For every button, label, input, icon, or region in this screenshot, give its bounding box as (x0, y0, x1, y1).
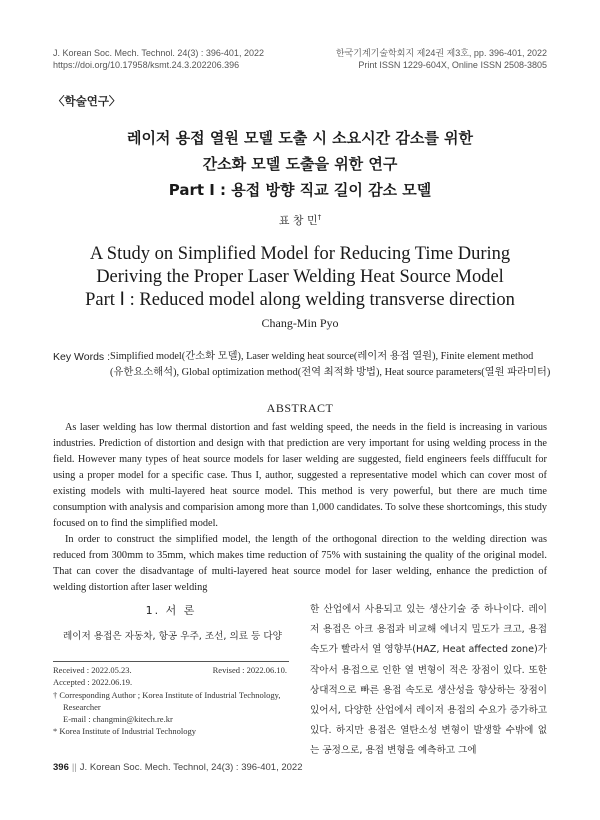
footnotes (53, 664, 293, 738)
abstract-paragraph-1: As laser welding has low thermal distortion and fast welding speed, the needs in the field is increasing in various industries. Prediction of distortion and design with that prediction are very important for using welding process in the field. However many types of heat source models for laser welding are suggested, field engineers feels difffucult for using a proper model for a specific case. Thus I, author, suggested a representative model which can cover most of existing models with multi-layered heat source model. This method is very powerful, but there are much time consumption with analysis and comparision among more than 1,000 candidates. To solve these shortcomings, this study focused on to find the simplified model. (53, 422, 547, 529)
page-number: 396 (53, 762, 69, 773)
footer-separator: || (71, 762, 77, 773)
corresponding-author: † Corresponding Author ; Korea Institute of Industrial Technology, (53, 689, 281, 700)
author-email[interactable]: E-mail : changmin@kitech.re.kr (63, 714, 173, 725)
section-heading-introduction: 1. 서 론 (145, 604, 197, 617)
received-date: Received : 2022.05.23. (53, 665, 132, 675)
issn-info: Print ISSN 1229-604X, Online ISSN 2508-3805 (358, 60, 547, 70)
author-english: Chang-Min Pyo (261, 316, 339, 330)
keywords-block (53, 349, 553, 381)
footer-journal: J. Korean Soc. Mech. Technol, 24(3) : 396-401, 2022 (79, 762, 303, 773)
revised-date: Revised : 2022.06.10. (212, 665, 287, 675)
abstract-paragraph-2: In order to construct the simplified model, the length of the orthogonal direction to the welding direction was reduced from 300mm to 35mm, which makes time reduction of 75% with sustaining the quality of the original model. That can cover the disadvantage of multi-layered heat source model for laser welding, enhance the prediction of welding distortion after laser welding (53, 534, 547, 593)
footnote-divider (53, 661, 289, 662)
journal-citation: J. Korean Soc. Mech. Technol. 24(3) : 396-401, 2022 (53, 48, 264, 58)
article-category: 〈학술연구〉 (53, 94, 121, 108)
journal-header-left (53, 47, 264, 71)
journal-citation-kr: 한국기계기술학회지 제24권 제3호, pp. 396-401, 2022 (335, 48, 547, 58)
title-korean (0, 125, 600, 203)
title-korean-line2: 간소화 모델 도출을 위한 연구 (202, 155, 398, 173)
title-english-line2: Deriving the Proper Laser Welding Heat Source Model (96, 267, 504, 287)
title-english-line3: Part Ⅰ : Reduced model along welding transverse direction (85, 290, 515, 310)
title-english (0, 243, 600, 312)
title-english-line1: A Study on Simplified Model for Reducing Time During (89, 244, 511, 264)
author-affiliation: * Korea Institute of Industrial Technology (53, 726, 197, 737)
abstract-heading: ABSTRACT (266, 401, 334, 415)
doi-link[interactable]: https://doi.org/10.17958/ksmt.24.3.202206.396 (53, 60, 240, 70)
page-footer (53, 762, 302, 773)
keywords-line2: (유한요소해석), Global optimization method(전역 최적화 방법), Heat source parameters(열원 파라미터) (110, 367, 551, 378)
corresponding-mark: † (317, 213, 322, 222)
title-korean-line3: Part Ⅰ : 용접 방향 직교 길이 감소 모델 (168, 181, 432, 199)
accepted-date: Accepted : 2022.06.19. (53, 677, 133, 688)
keywords-line1: Simplified model(간소화 모델), Laser welding heat source(레이저 용접 열원), Finite element method (110, 351, 534, 362)
title-korean-line1: 레이저 용접 열원 모델 도출 시 소요시간 감소를 위한 (126, 129, 474, 147)
abstract-body (53, 420, 547, 596)
journal-header-right (336, 47, 547, 71)
introduction-text-left: 레이저 용접은 자동차, 항공 우주, 조선, 의료 등 다양 (63, 631, 282, 642)
author-korean (0, 212, 600, 228)
keywords-label: Key Words : (53, 351, 110, 363)
corresponding-author-role: Researcher (63, 701, 101, 712)
author-korean-name: 표 창 민 (278, 214, 318, 227)
introduction-text-right: 한 산업에서 사용되고 있는 생산기술 중 하나이다. 레이저 용접은 아크 용접과 비교해 에너지 밀도가 크고, 용접 속도가 빨라서 열 영향부(HAZ, Heat affected zone)가 작아서 용접으로 인한 열 변형이 적은 장점이 있다. 또한 상대적으로 빠른 용접 속도로 생산성을 향상하는 장점이 있어서, 다양한 산업에서 레이저 용접의 수요가 증가하고 있다. 하지만 용접은 열탄소성 변형이 발생할 수밖에 없는 공정으로, 용접 변형을 예측하고 그에 (310, 604, 547, 757)
